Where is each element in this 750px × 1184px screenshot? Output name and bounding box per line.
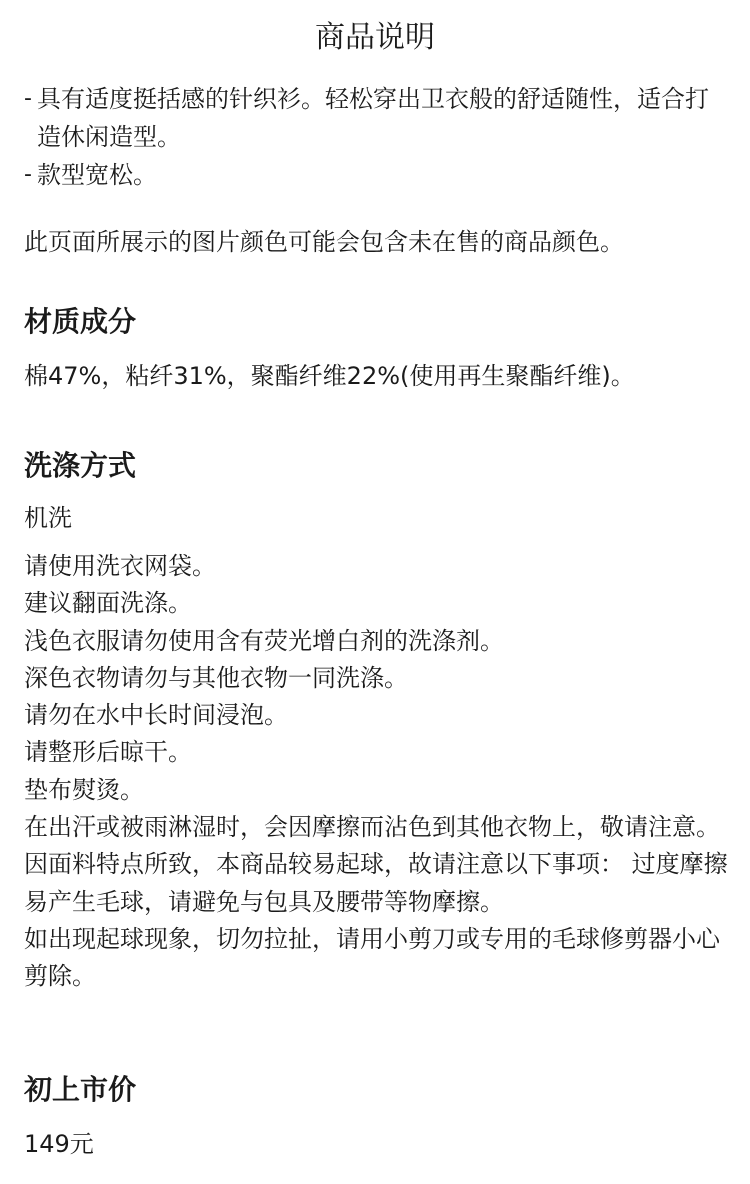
washing-method: 机洗 — [24, 504, 72, 532]
price-heading: 初上市价 — [24, 1073, 137, 1106]
instruction-item: 深色衣物请勿与其他衣物一同洗涤。 — [24, 663, 408, 692]
instruction-item: 如出现起球现象，切勿拉扯，请用小剪刀或专用的毛球修剪器小心剪除。 — [24, 924, 720, 991]
instruction-item: 请整形后晾干。 — [24, 738, 192, 767]
washing-instructions — [24, 548, 730, 996]
washing-heading: 洗涤方式 — [24, 449, 137, 482]
material-text: 棉47%，粘纤31%，聚酯纤维22%(使用再生聚酯纤维)。 — [24, 362, 635, 390]
instruction-item: 在出汗或被雨淋湿时，会因摩擦而沾色到其他衣物上，敬请注意。 — [24, 813, 720, 842]
description-list — [24, 80, 730, 194]
description-item — [24, 80, 730, 156]
instruction-item: 浅色衣服请勿使用含有荧光增白剂的洗涤剂。 — [24, 626, 504, 655]
bullet-marker: - — [24, 86, 32, 111]
instruction-item: 请勿在水中长时间浸泡。 — [24, 701, 288, 730]
instruction-item: 建议翻面洗涤。 — [24, 589, 192, 618]
instruction-item: 垫布熨烫。 — [24, 775, 144, 804]
material-heading: 材质成分 — [24, 305, 137, 338]
description-text: 款型宽松。 — [37, 161, 157, 189]
page-title: 商品说明 — [315, 20, 435, 55]
description-item — [24, 156, 730, 194]
price-value: 149元 — [24, 1130, 94, 1158]
instruction-item: 请使用洗衣网袋。 — [24, 552, 216, 580]
color-note: 此页面所展示的图片颜色可能会包含未在售的商品颜色。 — [24, 228, 624, 256]
instruction-item: 因面料特点所致，本商品较易起球，故请注意以下事项： 过度摩擦易产生毛球，请避免与包具及腰带等物摩擦。 — [24, 850, 728, 916]
bullet-marker: - — [24, 162, 32, 187]
description-text: 具有适度挺括感的针织衫。轻松穿出卫衣般的舒适随性，适合打造休闲造型。 — [37, 85, 709, 151]
